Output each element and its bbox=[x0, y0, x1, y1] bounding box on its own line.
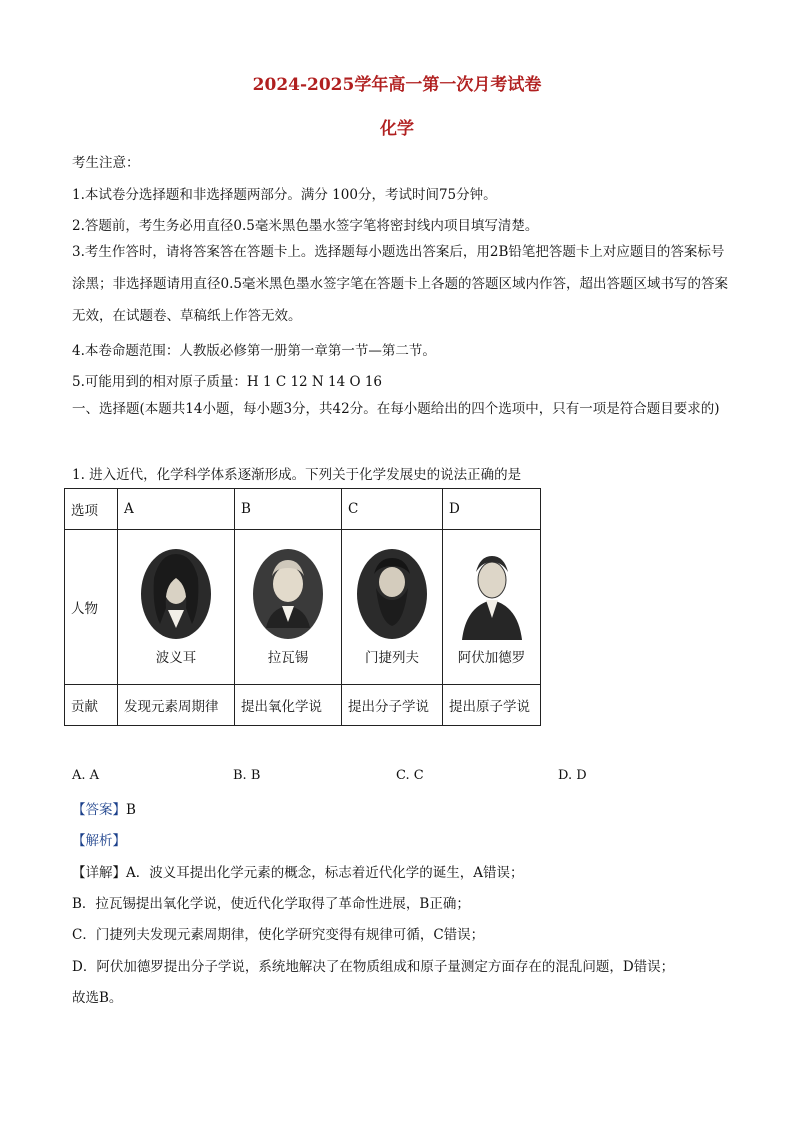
detail-text: C．门捷列夫发现元素周期律，使化学研究变得有规律可循，C错误； bbox=[72, 927, 485, 943]
answer-value: B bbox=[126, 802, 136, 818]
detail-tag: 【详解】 bbox=[72, 865, 126, 881]
choice-c: C. C bbox=[396, 768, 424, 783]
choice-b: B. B bbox=[233, 768, 261, 783]
answer-line bbox=[72, 798, 136, 818]
notice-item: 3.考生作答时，请将答案答在答题卡上。选择题每小题选出答案后，用2B铅笔把答题卡上对应题目的答案标号涂黑；非选择题请用直径0.5毫米黑色墨水签字笔在答题卡上各题的答题区域内作答，超出答题区域书写的答案无效，在试题卷、草稿纸上作答无效。 bbox=[72, 244, 728, 324]
portrait-avogadro bbox=[456, 548, 528, 640]
table-row-options bbox=[65, 489, 541, 530]
row-label: 贡献 bbox=[65, 685, 118, 726]
detail-line bbox=[72, 861, 524, 881]
notice-heading: 考生注意： bbox=[72, 155, 140, 171]
option-cell: D bbox=[443, 489, 541, 530]
question-table bbox=[64, 488, 541, 726]
exam-title: 2024-2025学年高一第一次月考试卷 bbox=[252, 75, 542, 95]
row-label: 选项 bbox=[65, 489, 118, 530]
person-cell bbox=[443, 530, 541, 685]
analysis-line bbox=[72, 829, 126, 849]
answer-tag: 【答案】 bbox=[72, 802, 126, 818]
person-name: 阿伏加德罗 bbox=[457, 650, 526, 666]
section-heading: 一、选择题(本题共14小题，每小题3分，共42分。在每小题给出的四个选项中，只有一项是符合题目要求的) bbox=[72, 401, 720, 417]
option-cell: A bbox=[118, 489, 235, 530]
notice-item: 4.本卷命题范围：人教版必修第一册第一章第一节—第二节。 bbox=[72, 343, 436, 359]
portrait-mendeleev bbox=[356, 548, 428, 640]
detail-text: D．阿伏加德罗提出分子学说，系统地解决了在物质组成和原子量测定方面存在的混乱问题，D错误； bbox=[72, 959, 675, 975]
choice-d: D. D bbox=[558, 768, 587, 783]
option-cell: C bbox=[342, 489, 443, 530]
person-cell bbox=[342, 530, 443, 685]
person-cell bbox=[118, 530, 235, 685]
choice-a: A. A bbox=[72, 768, 100, 783]
contribution-cell: 提出分子学说 bbox=[342, 685, 443, 726]
notice-item: 1.本试卷分选择题和非选择题两部分。满分 100分，考试时间75分钟。 bbox=[72, 187, 497, 203]
row-label: 人物 bbox=[65, 530, 118, 685]
portrait-boyle bbox=[140, 548, 212, 640]
person-name: 拉瓦锡 bbox=[267, 650, 309, 666]
option-cell: B bbox=[235, 489, 342, 530]
person-name: 门捷列夫 bbox=[365, 650, 419, 666]
person-name: 波义耳 bbox=[155, 650, 197, 666]
detail-text: A．波义耳提出化学元素的概念，标志着近代化学的诞生，A错误； bbox=[126, 865, 524, 881]
exam-subject: 化学 bbox=[380, 119, 414, 139]
analysis-tag: 【解析】 bbox=[72, 833, 126, 849]
contribution-cell: 提出氧化学说 bbox=[235, 685, 342, 726]
conclusion: 故选B。 bbox=[72, 990, 123, 1006]
table-row-persons bbox=[65, 530, 541, 685]
contribution-cell: 发现元素周期律 bbox=[118, 685, 235, 726]
question-stem: 1. 进入近代，化学科学体系逐渐形成。下列关于化学发展史的说法正确的是 bbox=[72, 467, 522, 483]
table-row-contributions bbox=[65, 685, 541, 726]
detail-text: B．拉瓦锡提出氧化学说，使近代化学取得了革命性进展，B正确； bbox=[72, 896, 470, 912]
contribution-cell: 提出原子学说 bbox=[443, 685, 541, 726]
notice-item: 5.可能用到的相对原子质量：H 1 C 12 N 14 O 16 bbox=[72, 374, 383, 390]
person-cell bbox=[235, 530, 342, 685]
portrait-lavoisier bbox=[252, 548, 324, 640]
notice-item: 2.答题前，考生务必用直径0.5毫米黑色墨水签字笔将密封线内项目填写清楚。 bbox=[72, 218, 539, 234]
